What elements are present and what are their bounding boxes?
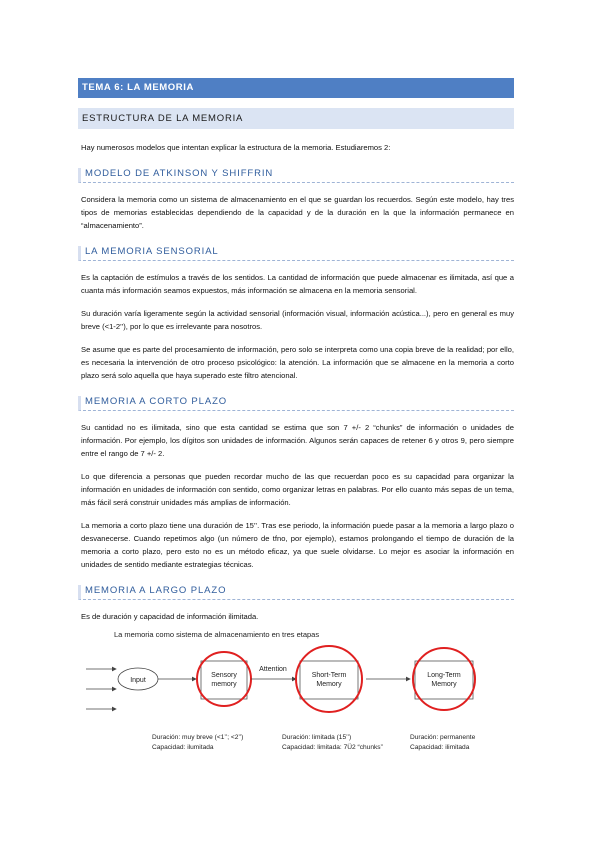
input-label: Input [130,677,146,684]
corto-plazo-heading: MEMORIA A CORTO PLAZO [78,396,514,411]
short-term-duration: Duración: limitada (15’’) [282,734,352,741]
memory-diagram [78,627,514,777]
sensory-duration: Duración: muy breve (<1’’; <2’’) [152,734,244,741]
page-title: TEMA 6: LA MEMORIA [78,78,514,98]
atkinson-heading: MODELO DE ATKINSON Y SHIFFRIN [78,168,514,183]
sensory-box [201,661,247,699]
long-term-label-2: Memory [431,681,457,688]
short-term-label-1: Short-Term [311,672,347,679]
corto-paragraph-2: Lo que diferencia a personas que pueden recordar mucho de las que recuerdan poco es su capacidad para organizar la información en unidades de información con sentido, como organizar letras en palabras. Por ello cuanto más sepas de un tema, más fácil será construir unidades más amplias de información. [81,472,514,507]
long-term-duration: Duración: permanente [410,734,476,741]
attention-label: Attention [259,666,287,673]
diagram-caption: La memoria como sistema de almacenamiento en tres etapas [114,630,320,639]
sensory-label-1: Sensory [211,672,237,679]
structure-heading: ESTRUCTURA DE LA MEMORIA [78,108,514,129]
intro-paragraph: Hay numerosos modelos que intentan explicar la estructura de la memoria. Estudiaremos 2: [81,143,391,152]
long-term-box [415,661,473,699]
document-page [78,78,514,777]
corto-paragraph-1: Su cantidad no es ilimitada, sino que esta cantidad se estima que son 7 +/- 2 “chunks” de información o unidades de información. Por ejemplo, los dígitos son unidades de información. Algunos serán capaces de retener 6 y otros 9, pero siempre entre el rango de 7 +/- 2. [81,423,514,458]
memory-diagram-svg [78,627,514,777]
short-term-box [300,661,358,699]
largo-paragraph-1: Es de duración y capacidad de información ilimitada. [81,612,259,621]
long-term-label-1: Long-Term [427,672,461,679]
atkinson-paragraph: Considera la memoria como un sistema de almacenamiento en el que se guardan los recuerdos. Según este modelo, hay tres tipos de memorias establecidas dependiendo de la capacidad y de la duración en la que la información permanece en “almacenamiento”. [81,195,514,230]
sensory-capacity: Capacidad: ilumitada [152,744,214,751]
sensorial-paragraph-3: Se asume que es parte del procesamiento de información, pero solo se interpreta como una copia breve de la realidad; por ello, es necesaria la intervención de otro proceso psicológico: la atención. La información que se almacene en la memoria a corto plazo será solo aquella que haya superado este filtro atencional. [81,345,514,380]
largo-plazo-heading: MEMORIA A LARGO PLAZO [78,585,514,600]
sensorial-paragraph-1: Es la captación de estímulos a través de los sentidos. La cantidad de información que puede almacenar es ilimitada, así que a cuanta más información seamos expuestos, más información se almacena en la memoria sensorial. [81,273,514,295]
sensorial-heading: LA MEMORIA SENSORIAL [78,246,514,261]
short-term-capacity: Capacidad: limitada: 7Ü2 “chunks” [282,744,383,751]
short-term-label-2: Memory [316,681,342,688]
sensory-label-2: memory [211,681,237,688]
corto-paragraph-3: La memoria a corto plazo tiene una duración de 15’’. Tras ese periodo, la información puede pasar a la memoria a largo plazo o desvanecerse. Cuando repetimos algo (un número de tfno, por ejemplo), estamos prolongando el tiempo de duración de la memoria a corto plazo, pero esto no es un método eficaz, ya que suele olvidarse. Lo mejor es asociar la información en unidades de sentido mediante estrategias técnicas. [81,521,514,569]
long-term-capacity: Capacidad: ilimitada [410,744,470,751]
sensorial-paragraph-2: Su duración varía ligeramente según la actividad sensorial (información visual, información acústica...), pero en general es muy breve (<1-2’’), por lo que es irrelevante para nosotros. [81,309,514,331]
